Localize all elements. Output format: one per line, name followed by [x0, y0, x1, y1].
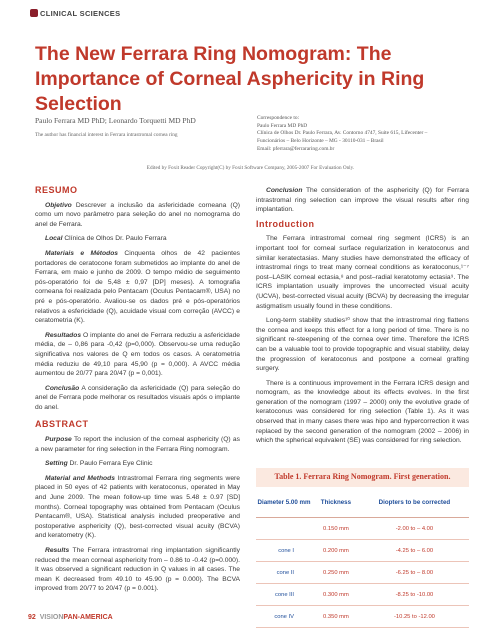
table-cell: 0.300 mm: [312, 584, 360, 606]
table-cell: -2.00 to – 4.00: [360, 518, 469, 540]
correspondence-line: Funcionários – Belo Horizonte – MG - 30110-031 – Brasil: [257, 138, 384, 145]
table-row: [256, 518, 469, 540]
table-title: Table 1. Ferrara Ring Nomogram. First generation.: [256, 468, 469, 487]
edited-watermark-note: Edited by Foxit Reader Copyright(C) by Foxit Software Company, 2005-2007 For Evaluation Only.: [146, 165, 355, 171]
table-cell: cone IV: [256, 606, 312, 628]
right-column: [256, 186, 469, 446]
introduction-paragraph: There is a continuous improvement in the Ferrara ICRS design and nomogram, as the knowledge about its effects evolves. In the first generation of the nomogram (1997 – 2000) only the evolutive grade of keratoconus was considered for ring selection (Table 1). As it was observed that in many cases there was hipo and hypercorrection it was replaced by the second generation of the nomogram (2002 – 2006) in which the spherical equivalent (SE) was considered for ring selection.: [256, 379, 469, 445]
table-cell: 0.350 mm: [312, 606, 360, 628]
journal-brand: VISION: [39, 614, 64, 621]
table-row: [256, 584, 469, 606]
page-number: 92: [28, 614, 36, 621]
table-cell: 0.150 mm: [312, 518, 360, 540]
abstract-conclusion: Conclusion The consideration of the asphericity (Q) for Ferrara intrastromal ring selection can improve the visual results after ring implantation.: [256, 187, 469, 214]
table-row: [256, 562, 469, 584]
table-header-row: [256, 487, 469, 518]
resumo-resultados: Resultados O implante do anel de Ferrara reduziu a asfericidade média, de – 0,86 para -0,42 (p=0,000). Observou-se uma redução significativa nos valores de Q em todos os casos. A ceratometria média reduziu de 49,10 para 45,90 (p = 0,000). A AVCC média aumentou de 20/77 para 20/47 (p = 0,001).: [35, 331, 241, 378]
article-title: The New Ferrara Ring Nomogram: The Importance of Corneal Asphericity in Ring Selection: [35, 43, 425, 115]
resumo-local: Local Clínica de Olhos Dr. Paulo Ferrara: [45, 235, 167, 243]
correspondence-block: [257, 115, 472, 154]
correspondence-line: Clínica de Olhos Dr. Paulo Ferrara, Av. Contorno 4747, Suite 615, Lifecenter –: [257, 130, 428, 137]
table-row: [256, 606, 469, 628]
correspondence-line: Paulo Ferrara MD PhD: [257, 122, 308, 129]
table-cell: 0.250 mm: [312, 562, 360, 584]
section-label: CLINICAL SCIENCES: [30, 9, 120, 18]
table-cell: [256, 518, 312, 540]
introduction-paragraph: The Ferrara intrastromal corneal ring segment (ICRS) is an important tool for corneal surface regularization in keratoconus and similar keratectasias. Many studies have demonstrated the efficacy of intrastromal rings to treat many corneal conditions as keratoconus,¹⁻⁷ post–LASIK corneal ectasia,⁸ and post–radial keratotomy ectasia⁹. The ICRS implantation usually improves the uncorrected visual acuity (UCVA), best-corrected visual acuity (BCVA) by decreasing the irregular astigmatism usually found in these conditions.: [256, 235, 469, 310]
abstract-heading: ABSTRACT: [35, 419, 89, 430]
table-grid: [256, 487, 469, 628]
table-row: [256, 540, 469, 562]
introduction-paragraph: Long-term stability studies¹⁰ show that the intrastromal ring flattens the cornea and keeps this effect for a long period of time. There is no significant re-steepening of the cornea over time. Therefore the ICRS can be a valuable tool to provide topographic and visual stability, delay the progression of keratoconus and postpone a corneal grafting surgery.: [256, 317, 469, 373]
abstract-results: Results The Ferrara intrastromal ring implantation significantly reduced the mean corneal asphericity from – 0.86 to -0.42 (p=0.000). It was observed a significant reduction in Q values in all cases. The mean K decreased from 49.10 to 45.90 (p = 0.000). The BCVA improved from 20/77 to 20/47 (p = 0.001).: [35, 547, 240, 593]
table-cell: -6.25 to – 8.00: [360, 562, 469, 584]
abstract-methods: Material and Methods Intrastromal Ferrara ring segments were placed in 50 eyes of 42 patients with keratoconus, operated in May and June 2009. The mean follow-up time was 5.48 ± 0.97 [SD] months). Corneal topography was obtained from Pentacam (Oculus Pentacam®, USA). Statistical analysis included preoperative and postoperative asphericity (Q), best-corrected visual acuity (BCVA) and keratometry (K).: [35, 474, 240, 540]
financial-disclosure: The author has financial interest in Ferrara intrastromal cornea ring: [35, 132, 178, 138]
resumo-heading: RESUMO: [35, 185, 78, 195]
section-marker-icon: [30, 9, 38, 17]
abstract-purpose: Purpose To report the inclusion of the corneal asphericity (Q) as a new parameter for ring selection in the Ferrara Ring nomogram.: [35, 436, 240, 453]
correspondence-email[interactable]: Email: pferrara@ferrararing.com.br: [257, 145, 335, 152]
table-cell: -8.25 to -10.00: [360, 584, 469, 606]
table-cell: -4.25 to – 6.00: [360, 540, 469, 562]
authors: Paulo Ferrara MD PhD; Leonardo Torquetti MD PhD: [35, 116, 196, 125]
page-footer: [28, 614, 113, 621]
resumo-objetivo: Objetivo Descrever a inclusão da asfericidade corneana (Q) como um novo parâmetro para seleção do anel no nomograma do anel de Ferrara.: [35, 201, 241, 228]
correspondence-heading: Correspondence to:: [257, 115, 300, 121]
table-cell: -10.25 to -12.00: [360, 606, 469, 628]
table-cell: cone I: [256, 540, 312, 562]
table-header-cell: Thickness: [312, 487, 360, 518]
resumo-conclusao: Conclusão A consideração da asfericidade (Q) para seleção do anel de Ferrara pode melhorar os resultados visuais após o implante do anel.: [35, 384, 240, 411]
table-cell: 0.200 mm: [312, 540, 360, 562]
table-cell: cone II: [256, 562, 312, 584]
abstract-setting: Setting Dr. Paulo Ferrara Eye Clinic: [45, 460, 153, 468]
journal-brand-suffix: PAN-AMERICA: [63, 614, 113, 621]
resumo-materiais: Materiais e Métodos Cinquenta olhos de 42 pacientes portadores de ceratocone foram submetidos ao implante do anel de Ferrara, em maio e junho de 2009. O tempo médio de seguimento pós-operatório foi de 5,48 ± 0,97 [DP] meses). A tomografia corneana foi realizada pelo Pentacam (Oculus Pentacam®, USA) no pré e pós-operatório. Avaliou-se os dados pré e pós-operatórios relativos a esfericidade (Q), acuidade visual com correção (AVCC) e ceratometria (K).: [35, 249, 241, 325]
table-header-cell: Diopters to be corrected: [360, 487, 469, 518]
table-cell: cone III: [256, 584, 312, 606]
left-column: [35, 186, 240, 594]
nomogram-table: [256, 468, 469, 628]
table-header-cell: Diameter 5.00 mm: [256, 487, 312, 518]
introduction-heading: Introduction: [256, 218, 315, 229]
